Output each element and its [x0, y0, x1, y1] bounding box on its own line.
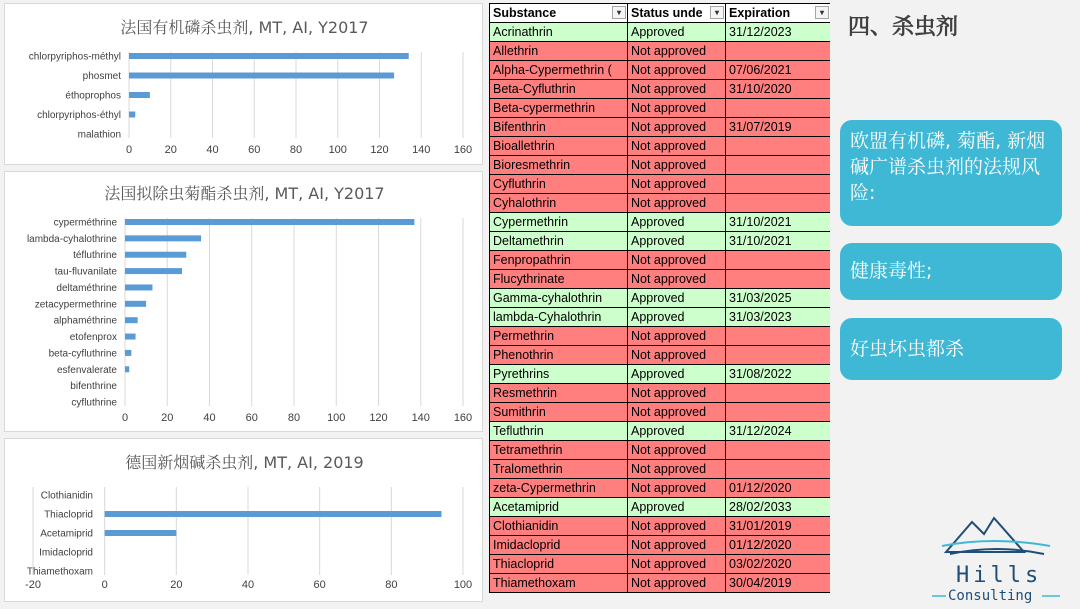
- cell-expiration: [726, 384, 831, 403]
- table-row: [490, 137, 831, 156]
- cell-status: Approved: [628, 23, 726, 42]
- x-tick-label: 40: [241, 579, 255, 591]
- table-row: [490, 536, 831, 555]
- cell-expiration: 03/02/2020: [726, 555, 831, 574]
- cell-status: Not approved: [628, 441, 726, 460]
- cell-substance: Tetramethrin: [490, 441, 628, 460]
- table-row: [490, 213, 831, 232]
- filter-dropdown-icon[interactable]: ▾: [710, 6, 724, 19]
- chart-title: 法国有机磷杀虫剂, MT, AI, Y2017: [120, 18, 369, 37]
- category-label: phosmet: [82, 71, 121, 82]
- cell-substance: Imidacloprid: [490, 536, 628, 555]
- category-label: Imidacloprid: [39, 547, 93, 559]
- cell-expiration: [726, 270, 831, 289]
- chart-pyrethroid: [4, 171, 483, 432]
- bar: [105, 511, 442, 517]
- cell-substance: Acetamiprid: [490, 498, 628, 517]
- cell-status: Not approved: [628, 42, 726, 61]
- cell-expiration: 31/10/2020: [726, 80, 831, 99]
- chart-organophosphate: [4, 3, 483, 165]
- cell-expiration: 31/12/2024: [726, 422, 831, 441]
- category-label: Acetamiprid: [40, 528, 93, 540]
- bar: [125, 235, 201, 241]
- cell-substance: Beta-Cyfluthrin: [490, 80, 628, 99]
- category-label: Clothianidin: [40, 490, 93, 502]
- x-tick-label: 100: [453, 579, 473, 591]
- header-expiration-label: Expiration: [729, 6, 791, 20]
- cell-status: Approved: [628, 213, 726, 232]
- cell-status: Not approved: [628, 555, 726, 574]
- table-row: [490, 460, 831, 479]
- category-label: cyperméthrine: [53, 217, 117, 229]
- bar: [125, 366, 129, 372]
- category-label: etofenprox: [69, 332, 117, 344]
- x-tick-label: 80: [287, 412, 301, 424]
- table-row: [490, 517, 831, 536]
- category-label: Thiacloprid: [44, 509, 93, 521]
- table-row: [490, 574, 831, 593]
- cell-substance: Fenpropathrin: [490, 251, 628, 270]
- cell-status: Not approved: [628, 517, 726, 536]
- cell-expiration: 31/01/2019: [726, 517, 831, 536]
- x-tick-label: 20: [161, 412, 174, 424]
- info-bubble-regulatory: [840, 120, 1062, 226]
- category-label: tau-fluvanilate: [54, 266, 117, 278]
- x-tick-label: 20: [164, 144, 177, 156]
- table-row: [490, 327, 831, 346]
- x-tick-label: 0: [125, 144, 133, 156]
- cell-status: Not approved: [628, 194, 726, 213]
- bubble-text: 欧盟有机磷, 菊酯, 新烟碱广谱杀虫剂的法规风险:: [850, 130, 1046, 204]
- x-tick-label: 100: [328, 144, 347, 156]
- category-label: Thiamethoxam: [26, 566, 93, 578]
- bar: [125, 334, 136, 340]
- bar: [129, 92, 150, 98]
- x-tick-label: 60: [248, 144, 261, 156]
- cell-status: Not approved: [628, 346, 726, 365]
- cell-expiration: [726, 327, 831, 346]
- x-tick-label: 80: [289, 144, 303, 156]
- info-bubble-nonselective: [840, 318, 1062, 380]
- table-row: [490, 479, 831, 498]
- bar: [129, 112, 135, 118]
- bar: [105, 530, 177, 536]
- cell-substance: Sumithrin: [490, 403, 628, 422]
- table-row: [490, 42, 831, 61]
- cell-substance: Clothianidin: [490, 517, 628, 536]
- x-tick-label: 120: [370, 144, 389, 156]
- substance-table: [489, 3, 831, 593]
- table-body: [490, 23, 831, 593]
- category-label: bifenthrine: [70, 381, 117, 393]
- cell-status: Approved: [628, 498, 726, 517]
- table-row: [490, 422, 831, 441]
- cell-status: Not approved: [628, 479, 726, 498]
- cell-substance: Cypermethrin: [490, 213, 628, 232]
- bar: [125, 317, 138, 323]
- cell-substance: Bioallethrin: [490, 137, 628, 156]
- cell-substance: Cyfluthrin: [490, 175, 628, 194]
- category-label: cyfluthrine: [71, 397, 117, 409]
- table-header-row: [490, 4, 831, 23]
- filter-dropdown-icon[interactable]: ▾: [815, 6, 829, 19]
- bubble-text: 健康毒性;: [850, 260, 933, 282]
- cell-substance: Alpha-Cypermethrin (: [490, 61, 628, 80]
- page-title: 四、杀虫剂: [848, 15, 959, 40]
- table-row: [490, 308, 831, 327]
- cell-status: Not approved: [628, 118, 726, 137]
- cell-status: Approved: [628, 308, 726, 327]
- filter-sort-icon[interactable]: ▾: [612, 6, 626, 19]
- cell-substance: Permethrin: [490, 327, 628, 346]
- cell-substance: lambda-Cyhalothrin: [490, 308, 628, 327]
- chart-organophosphate-svg: [5, 4, 484, 166]
- cell-expiration: [726, 42, 831, 61]
- category-label: malathion: [77, 129, 121, 141]
- x-tick-label: 140: [411, 412, 430, 424]
- cell-status: Not approved: [628, 99, 726, 118]
- table-row: [490, 498, 831, 517]
- table-row: [490, 61, 831, 80]
- table-row: [490, 99, 831, 118]
- table-row: [490, 441, 831, 460]
- cell-expiration: [726, 346, 831, 365]
- cell-expiration: [726, 137, 831, 156]
- header-status-label: Status unde: [631, 6, 703, 20]
- x-tick-label: 40: [206, 144, 219, 156]
- cell-expiration: 31/03/2023: [726, 308, 831, 327]
- cell-substance: Deltamethrin: [490, 232, 628, 251]
- bar: [125, 268, 182, 274]
- cell-expiration: [726, 441, 831, 460]
- cell-substance: Phenothrin: [490, 346, 628, 365]
- cell-expiration: 01/12/2020: [726, 479, 831, 498]
- cell-status: Not approved: [628, 61, 726, 80]
- category-label: éthoprophos: [65, 90, 121, 102]
- chart-neonicotinoid-svg: [5, 439, 484, 603]
- table-row: [490, 346, 831, 365]
- category-label: chlorpyriphos-méthyl: [28, 51, 121, 63]
- category-label: beta-cyfluthrine: [48, 348, 117, 360]
- cell-expiration: 30/04/2019: [726, 574, 831, 593]
- cell-expiration: [726, 403, 831, 422]
- chart-title: 德国新烟碱杀虫剂, MT, AI, 2019: [125, 453, 364, 472]
- table-row: [490, 270, 831, 289]
- table-row: [490, 194, 831, 213]
- category-label: téfluthrine: [73, 250, 117, 262]
- x-tick-label: -20: [25, 579, 41, 591]
- bar: [125, 350, 131, 356]
- table-row: [490, 23, 831, 42]
- table-row: [490, 175, 831, 194]
- hills-consulting-logo: [932, 512, 1062, 604]
- chart-title: 法国拟除虫菊酯杀虫剂, MT, AI, Y2017: [104, 184, 385, 203]
- cell-status: Not approved: [628, 460, 726, 479]
- x-tick-label: 120: [369, 412, 388, 424]
- cell-status: Not approved: [628, 403, 726, 422]
- table-row: [490, 289, 831, 308]
- bubble-text: 好虫坏虫都杀: [850, 338, 965, 360]
- table-row: [490, 232, 831, 251]
- table-row: [490, 118, 831, 137]
- bar: [129, 53, 409, 59]
- cell-substance: Flucythrinate: [490, 270, 628, 289]
- cell-status: Not approved: [628, 80, 726, 99]
- cell-substance: Gamma-cyhalothrin: [490, 289, 628, 308]
- x-tick-label: 40: [203, 412, 216, 424]
- cell-expiration: [726, 99, 831, 118]
- cell-expiration: 31/12/2023: [726, 23, 831, 42]
- cell-substance: Tralomethrin: [490, 460, 628, 479]
- bar: [129, 73, 394, 79]
- cell-status: Approved: [628, 422, 726, 441]
- logo-line2: Consulting: [948, 588, 1033, 604]
- x-tick-label: 60: [313, 579, 326, 591]
- cell-substance: Bioresmethrin: [490, 156, 628, 175]
- x-tick-label: 0: [101, 579, 108, 591]
- category-label: lambda-cyhalothrine: [26, 233, 117, 245]
- chart-pyrethroid-svg: [5, 172, 484, 433]
- cell-substance: Acrinathrin: [490, 23, 628, 42]
- cell-status: Not approved: [628, 574, 726, 593]
- cell-expiration: 31/10/2021: [726, 232, 831, 251]
- table-row: [490, 365, 831, 384]
- cell-status: Approved: [628, 365, 726, 384]
- substance-table-container: [489, 3, 830, 593]
- info-bubble-toxicity: [840, 243, 1062, 300]
- chart-neonicotinoid: [4, 438, 483, 602]
- cell-status: Not approved: [628, 536, 726, 555]
- cell-status: Not approved: [628, 156, 726, 175]
- x-tick-label: 20: [170, 579, 183, 591]
- cell-expiration: [726, 460, 831, 479]
- x-tick-label: 60: [245, 412, 258, 424]
- cell-substance: Thiacloprid: [490, 555, 628, 574]
- bar: [125, 219, 414, 225]
- category-label: deltaméthrine: [56, 282, 117, 294]
- cell-substance: Thiamethoxam: [490, 574, 628, 593]
- bar: [125, 284, 152, 290]
- cell-substance: Bifenthrin: [490, 118, 628, 137]
- cell-expiration: 31/07/2019: [726, 118, 831, 137]
- table-row: [490, 156, 831, 175]
- cell-status: Not approved: [628, 137, 726, 156]
- cell-expiration: 31/08/2022: [726, 365, 831, 384]
- cell-substance: Pyrethrins: [490, 365, 628, 384]
- header-substance: [490, 4, 628, 23]
- cell-expiration: 31/03/2025: [726, 289, 831, 308]
- x-tick-label: 140: [412, 144, 431, 156]
- cell-expiration: [726, 156, 831, 175]
- category-label: alphaméthrine: [53, 315, 117, 327]
- logo-line1: Hills: [956, 563, 1043, 588]
- cell-substance: Tefluthrin: [490, 422, 628, 441]
- x-tick-label: 80: [385, 579, 398, 591]
- cell-status: Approved: [628, 232, 726, 251]
- cell-status: Not approved: [628, 327, 726, 346]
- cell-status: Not approved: [628, 251, 726, 270]
- table-row: [490, 555, 831, 574]
- header-status: [628, 4, 726, 23]
- table-row: [490, 403, 831, 422]
- cell-status: Not approved: [628, 175, 726, 194]
- x-tick-label: 160: [453, 412, 473, 424]
- table-row: [490, 251, 831, 270]
- category-label: esfenvalerate: [56, 364, 117, 376]
- cell-status: Not approved: [628, 384, 726, 403]
- cell-substance: Resmethrin: [490, 384, 628, 403]
- cell-substance: Beta-cypermethrin: [490, 99, 628, 118]
- cell-status: Approved: [628, 289, 726, 308]
- header-substance-label: Substance: [493, 6, 557, 20]
- table-row: [490, 384, 831, 403]
- category-label: zetacypermethrine: [34, 299, 117, 311]
- cell-expiration: [726, 175, 831, 194]
- bar: [125, 301, 146, 307]
- cell-substance: Allethrin: [490, 42, 628, 61]
- table-row: [490, 80, 831, 99]
- category-label: chlorpyriphos-éthyl: [37, 110, 121, 121]
- cell-substance: Cyhalothrin: [490, 194, 628, 213]
- cell-substance: zeta-Cypermethrin: [490, 479, 628, 498]
- x-tick-label: 0: [121, 412, 129, 424]
- mountain-logo-icon: [932, 512, 1062, 604]
- x-tick-label: 160: [453, 144, 473, 156]
- cell-expiration: 28/02/2033: [726, 498, 831, 517]
- cell-expiration: [726, 194, 831, 213]
- cell-status: Not approved: [628, 270, 726, 289]
- x-tick-label: 100: [327, 412, 346, 424]
- cell-expiration: [726, 251, 831, 270]
- bar: [125, 252, 186, 258]
- cell-expiration: 07/06/2021: [726, 61, 831, 80]
- cell-expiration: 01/12/2020: [726, 536, 831, 555]
- cell-expiration: 31/10/2021: [726, 213, 831, 232]
- header-expiration: [726, 4, 831, 23]
